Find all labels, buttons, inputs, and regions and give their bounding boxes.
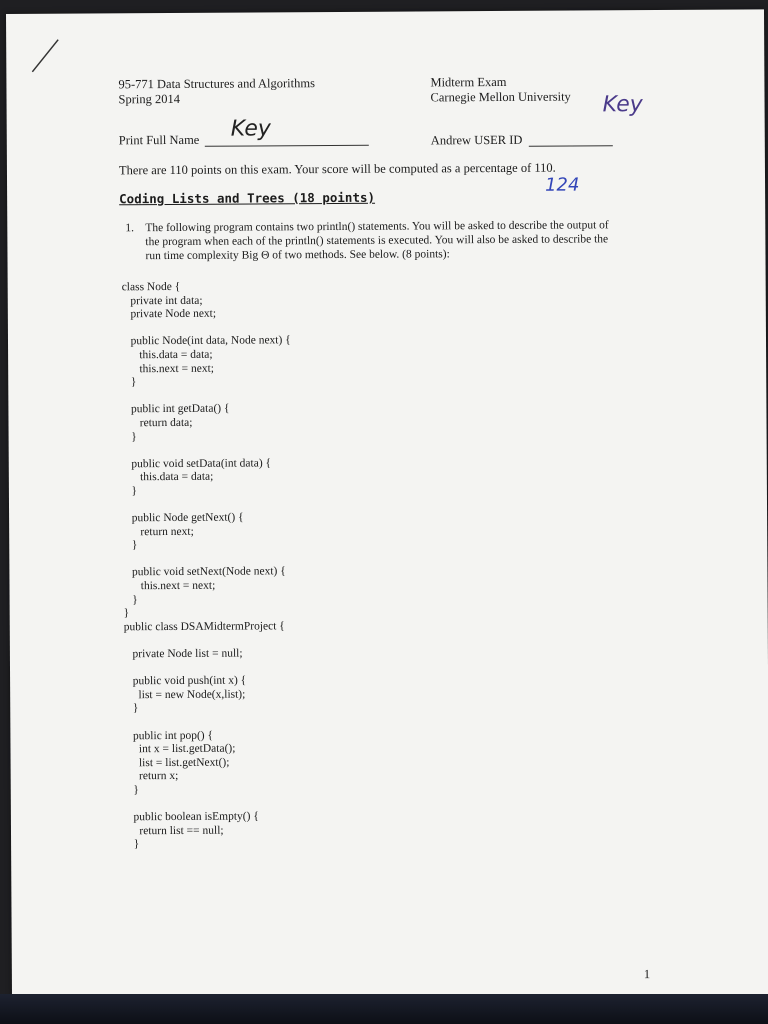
code-line: } bbox=[123, 539, 138, 552]
code-line: } bbox=[124, 784, 139, 797]
code-line: int x = list.getData(); bbox=[124, 742, 236, 756]
code-line: public class DSAMidtermProject { bbox=[123, 620, 285, 634]
code-line: this.data = data; bbox=[122, 348, 213, 362]
code-line bbox=[124, 661, 293, 676]
code-line: } bbox=[125, 838, 140, 851]
code-line: this.data = data; bbox=[122, 471, 214, 484]
exam-page bbox=[6, 9, 768, 1006]
code-line: public void push(int x) { bbox=[124, 674, 247, 688]
handwritten-name: Key bbox=[230, 116, 271, 142]
code-line: } bbox=[122, 430, 137, 443]
code-line: private int data; bbox=[121, 294, 203, 307]
desk-background bbox=[0, 994, 768, 1024]
code-line bbox=[123, 552, 292, 567]
code-line: public int getData() { bbox=[122, 402, 230, 416]
code-line: list = new Node(x,list); bbox=[124, 688, 246, 702]
code-line: class Node { bbox=[121, 280, 181, 294]
name-label: Print Full Name bbox=[118, 132, 200, 148]
code-line: this.next = next; bbox=[123, 579, 216, 593]
code-line bbox=[122, 389, 291, 404]
code-line bbox=[124, 715, 293, 730]
code-line: public Node getNext() { bbox=[123, 511, 244, 525]
code-line: } bbox=[123, 593, 138, 606]
code-line bbox=[124, 634, 293, 649]
code-line: } bbox=[122, 485, 138, 498]
handwritten-key-corner: Key bbox=[602, 92, 643, 118]
code-line: return data; bbox=[122, 416, 193, 430]
code-line: private Node list = null; bbox=[123, 647, 243, 661]
code-line: public void setNext(Node next) { bbox=[123, 565, 286, 579]
exam-title: Midterm Exam bbox=[430, 74, 507, 90]
code-listing bbox=[122, 280, 294, 852]
code-line: return list == null; bbox=[124, 824, 224, 838]
university: Carnegie Mellon University bbox=[430, 89, 571, 105]
code-line: private Node next; bbox=[121, 307, 217, 321]
code-line bbox=[122, 321, 291, 336]
code-line: public int pop() { bbox=[124, 729, 214, 742]
page-number: 1 bbox=[643, 967, 651, 982]
code-line bbox=[123, 498, 292, 513]
code-line: } bbox=[123, 607, 130, 620]
code-line: this.next = next; bbox=[122, 362, 214, 375]
code-line: } bbox=[124, 702, 139, 715]
course-title: 95-771 Data Structures and Algorithms bbox=[118, 76, 315, 92]
code-line: public void setData(int data) { bbox=[122, 457, 272, 471]
intro-text: There are 110 points on this exam. Your score will be computed as a percentage of 110. bbox=[118, 160, 556, 178]
code-line: public Node(int data, Node next) { bbox=[121, 334, 291, 348]
code-line: list = list.getNext(); bbox=[124, 756, 230, 770]
corner-slash-mark bbox=[28, 36, 64, 76]
code-line bbox=[123, 443, 292, 458]
code-line: return x; bbox=[124, 770, 179, 783]
code-line: public boolean isEmpty() { bbox=[124, 810, 259, 824]
code-line: } bbox=[122, 376, 137, 389]
code-line bbox=[125, 797, 294, 812]
term: Spring 2014 bbox=[118, 91, 181, 107]
question-line-2: the program when each of the println() statements is executed. You will also be asked to describe the bbox=[145, 233, 609, 249]
userid-label: Andrew USER ID bbox=[430, 132, 523, 148]
question-line-1: The following program contains two println() statements. You will be asked to describe the output of bbox=[145, 219, 609, 235]
section-title: Coding Lists and Trees (18 points) bbox=[119, 189, 376, 207]
name-line bbox=[205, 145, 369, 147]
code-line: return next; bbox=[123, 525, 194, 538]
userid-line bbox=[529, 145, 613, 147]
question-line-3: run time complexity Big Θ of two methods. See below. (8 points): bbox=[145, 248, 450, 263]
question-number: 1. bbox=[125, 222, 134, 235]
handwritten-total: 124 bbox=[544, 174, 580, 196]
